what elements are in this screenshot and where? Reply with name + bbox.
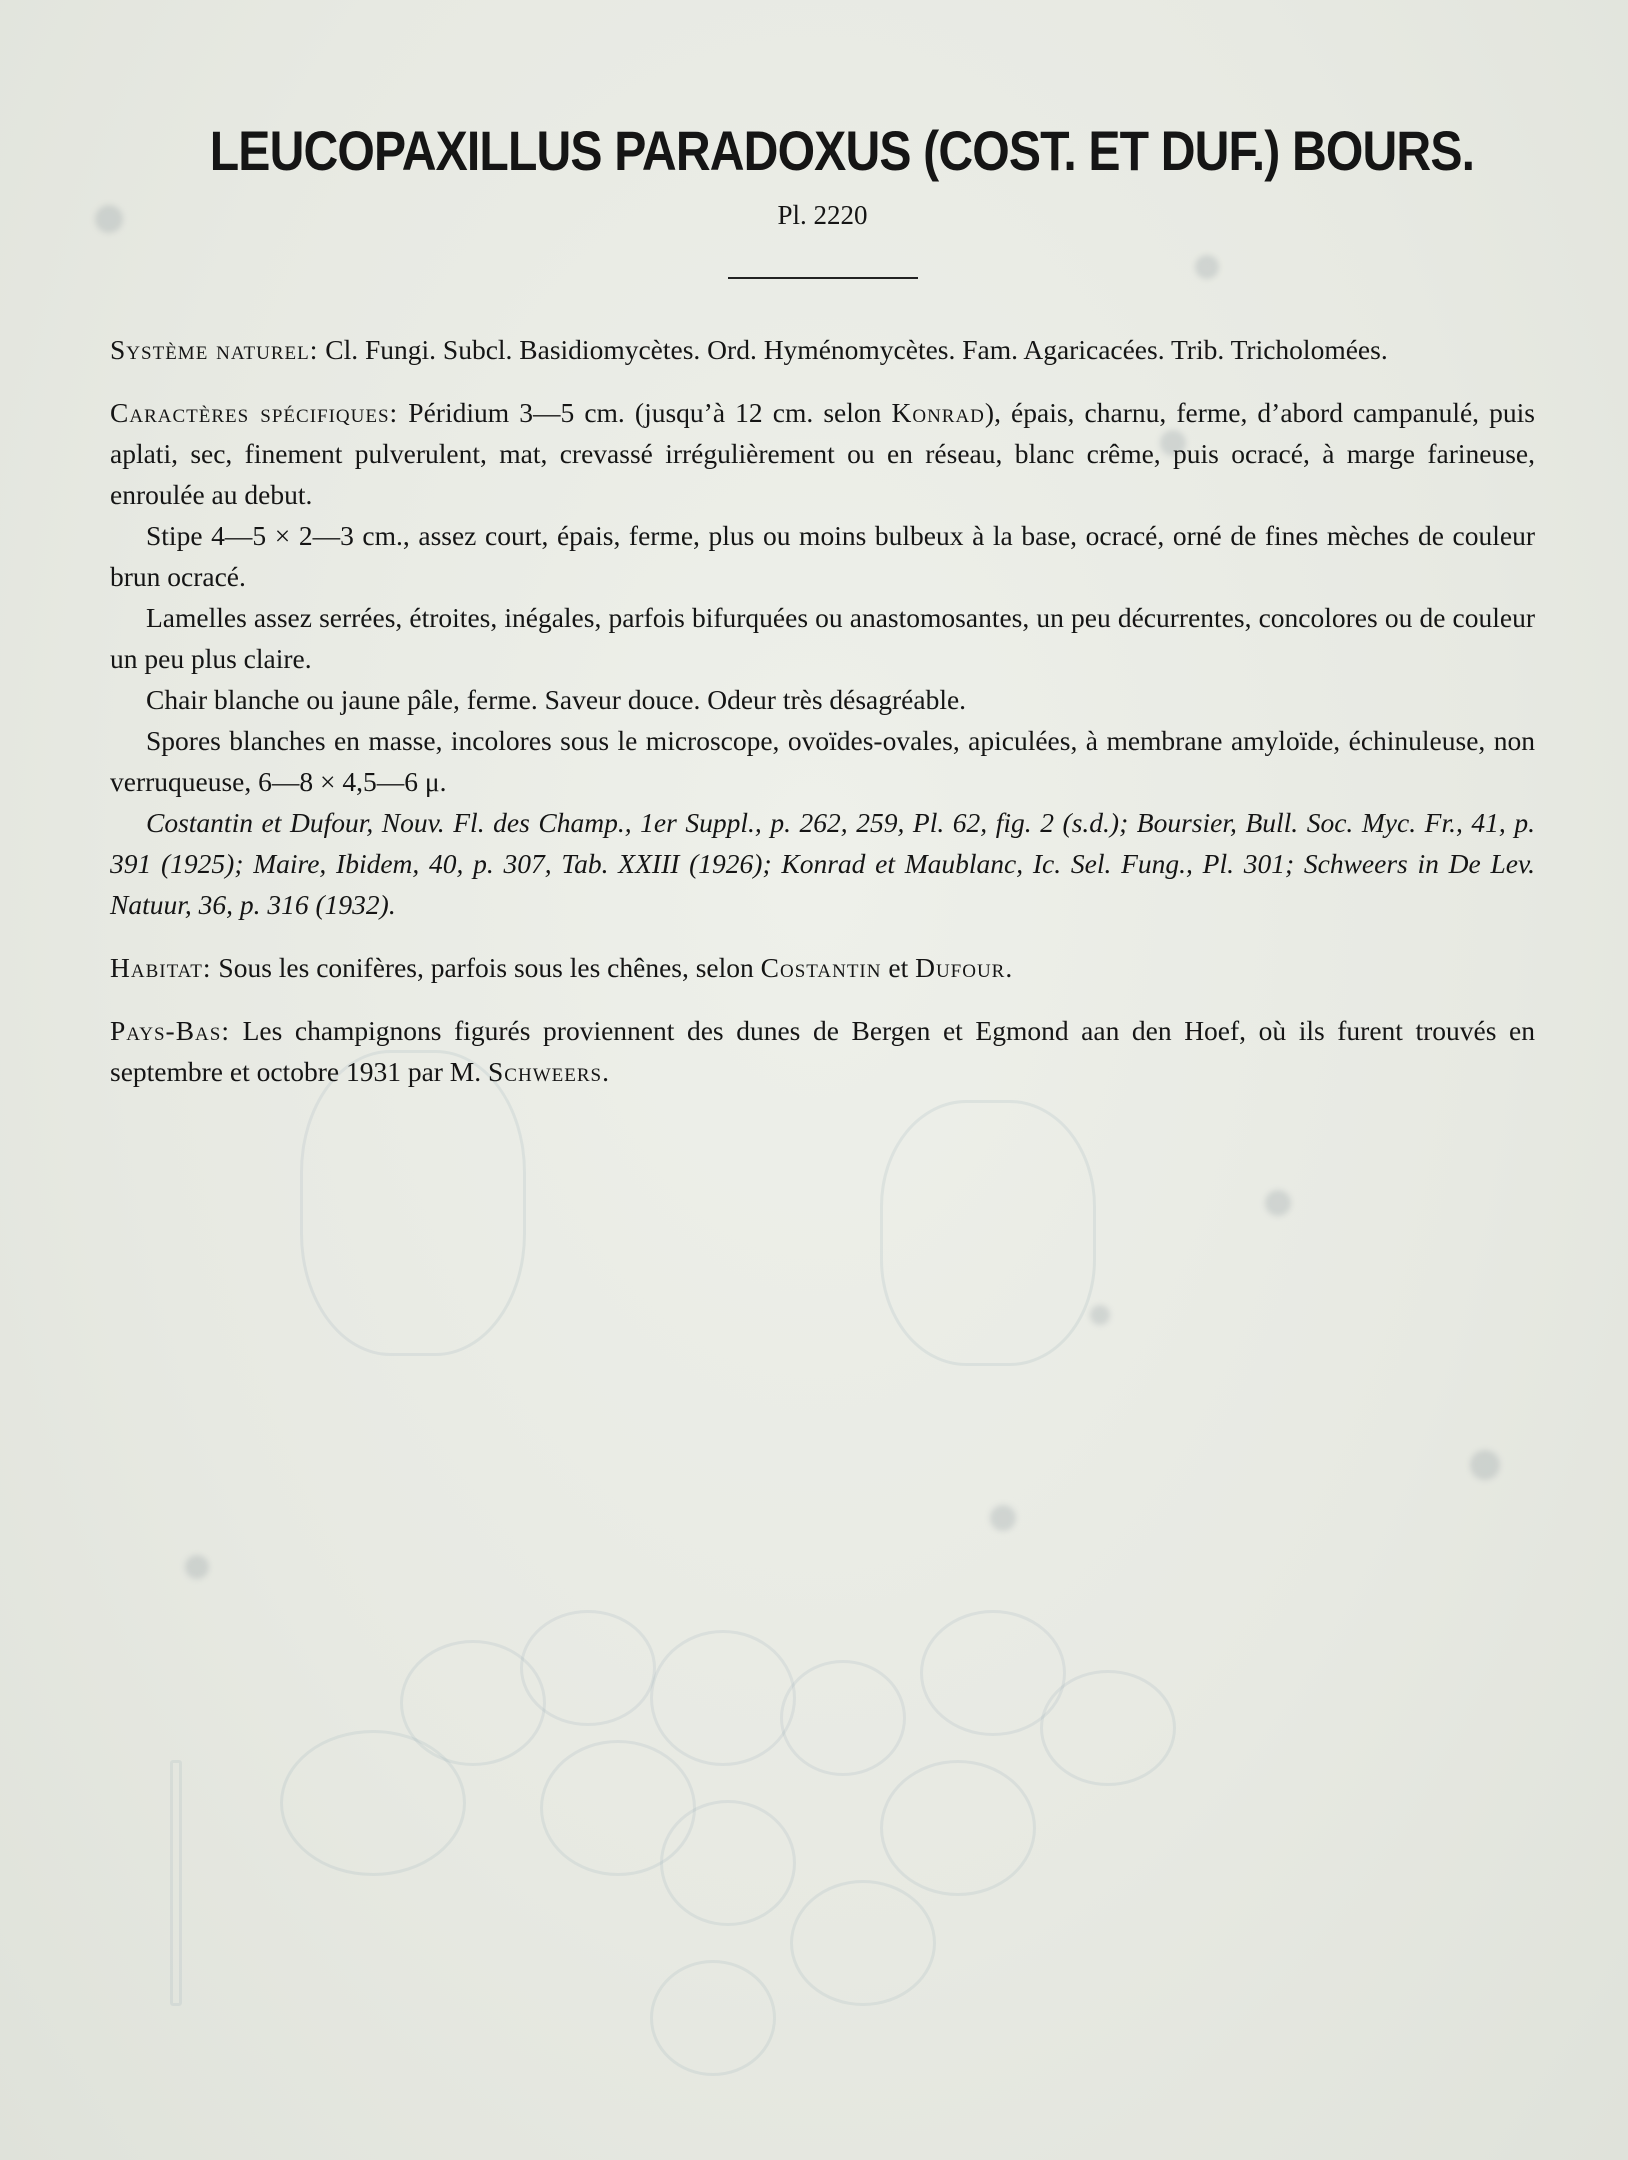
habitat-author-2: Dufour [915, 951, 1006, 983]
bleed-through-ring [650, 1630, 796, 1766]
bleed-through-ring [780, 1660, 906, 1776]
pays-bas-paragraph [110, 1010, 1535, 1092]
article [110, 120, 1535, 1092]
stain-mark [1470, 1450, 1500, 1480]
systeme-text: Cl. Fungi. Subcl. Basidiomycètes. Ord. Hyménomycètes. Fam. Agaricacées. Trib. Tricholomées. [318, 333, 1388, 365]
bleed-through-ring [650, 1960, 776, 2076]
stain-mark [185, 1555, 209, 1579]
bleed-through-ring [300, 1050, 526, 1356]
habitat-paragraph [110, 947, 1535, 988]
bleed-through-ring [280, 1730, 466, 1876]
pays-bas-label: Pays-Bas: [110, 1014, 230, 1046]
stipe-paragraph: Stipe 4—5 × 2—3 cm., assez court, épais, ferme, plus ou moins bulbeux à la base, ocracé, orné de fines mèches de couleur brun ocracé. [110, 519, 1535, 592]
bleed-through-ring [170, 1760, 182, 2006]
lamelles-paragraph: Lamelles assez serrées, étroites, inégales, parfois bifurquées ou anastomosantes, un peu décurrentes, concolores ou de couleur un peu plus claire. [110, 601, 1535, 674]
bleed-through-ring [660, 1800, 796, 1926]
habitat-author-1: Costantin [760, 951, 882, 983]
bleed-through-ring [520, 1610, 656, 1726]
caracteres-author: Konrad [891, 396, 985, 428]
stain-mark [1090, 1305, 1110, 1325]
page-title: LEUCOPAXILLUS PARADOXUS (COST. ET DUF.) BOURS. [209, 119, 1475, 182]
habitat-end: . [1005, 951, 1013, 983]
caracteres-paragraph [110, 392, 1535, 515]
caracteres-text-after: ), épais, charnu, ferme, d’abord campanulé, puis aplati, sec, finement pulverulent, mat, crevassé irrégulièrement ou en réseau, blanc crême, puis ocracé, à marge farineuse, enroulée au debut. [110, 396, 1535, 510]
caracteres-label: Caractères spécifiques: [110, 396, 399, 428]
pays-bas-end: . [602, 1055, 609, 1087]
caracteres-text-before: Péridium 3—5 cm. (jusqu’à 12 cm. selon [398, 396, 892, 428]
systeme-label: Système naturel: [110, 333, 319, 365]
bleed-through-ring [880, 1760, 1036, 1896]
habitat-joiner: et [881, 951, 916, 983]
spores-paragraph: Spores blanches en masse, incolores sous le microscope, ovoïdes-ovales, apiculées, à membrane amyloïde, échinuleuse, non verruqueuse, 6—8 × 4,5—6 μ. [110, 724, 1535, 797]
systeme-naturel-paragraph [110, 329, 1535, 370]
plate-number: Pl. 2220 [777, 199, 868, 230]
bleed-through-ring [1040, 1670, 1176, 1786]
habitat-text: Sous les conifères, parfois sous les chênes, selon [211, 951, 761, 983]
pays-bas-author: Schweers [488, 1055, 603, 1087]
stain-mark [990, 1505, 1016, 1531]
bleed-through-ring [880, 1100, 1096, 1366]
references-paragraph: Costantin et Dufour, Nouv. Fl. des Champ., 1er Suppl., p. 262, 259, Pl. 62, fig. 2 (s.d.); Boursier, Bull. Soc. Myc. Fr., 41, p. 391 (1925); Maire, Ibidem, 40, p. 307, Tab. XXIII (1926); Konrad et Maublanc, Ic. Sel. Fung., Pl. 301; Schweers in De Lev. Natuur, 36, p. 316 (1932). [110, 806, 1535, 920]
bleed-through-ring [790, 1880, 936, 2006]
pays-bas-text: Les champignons figurés proviennent des dunes de Bergen et Egmond aan den Hoef, où ils furent trouvés en septembre et octobre 1931 par M. [110, 1014, 1535, 1087]
habitat-label: Habitat: [110, 951, 212, 983]
stain-mark [1265, 1190, 1291, 1216]
chair-paragraph: Chair blanche ou jaune pâle, ferme. Saveur douce. Odeur très désagréable. [146, 683, 967, 715]
divider [728, 277, 918, 279]
